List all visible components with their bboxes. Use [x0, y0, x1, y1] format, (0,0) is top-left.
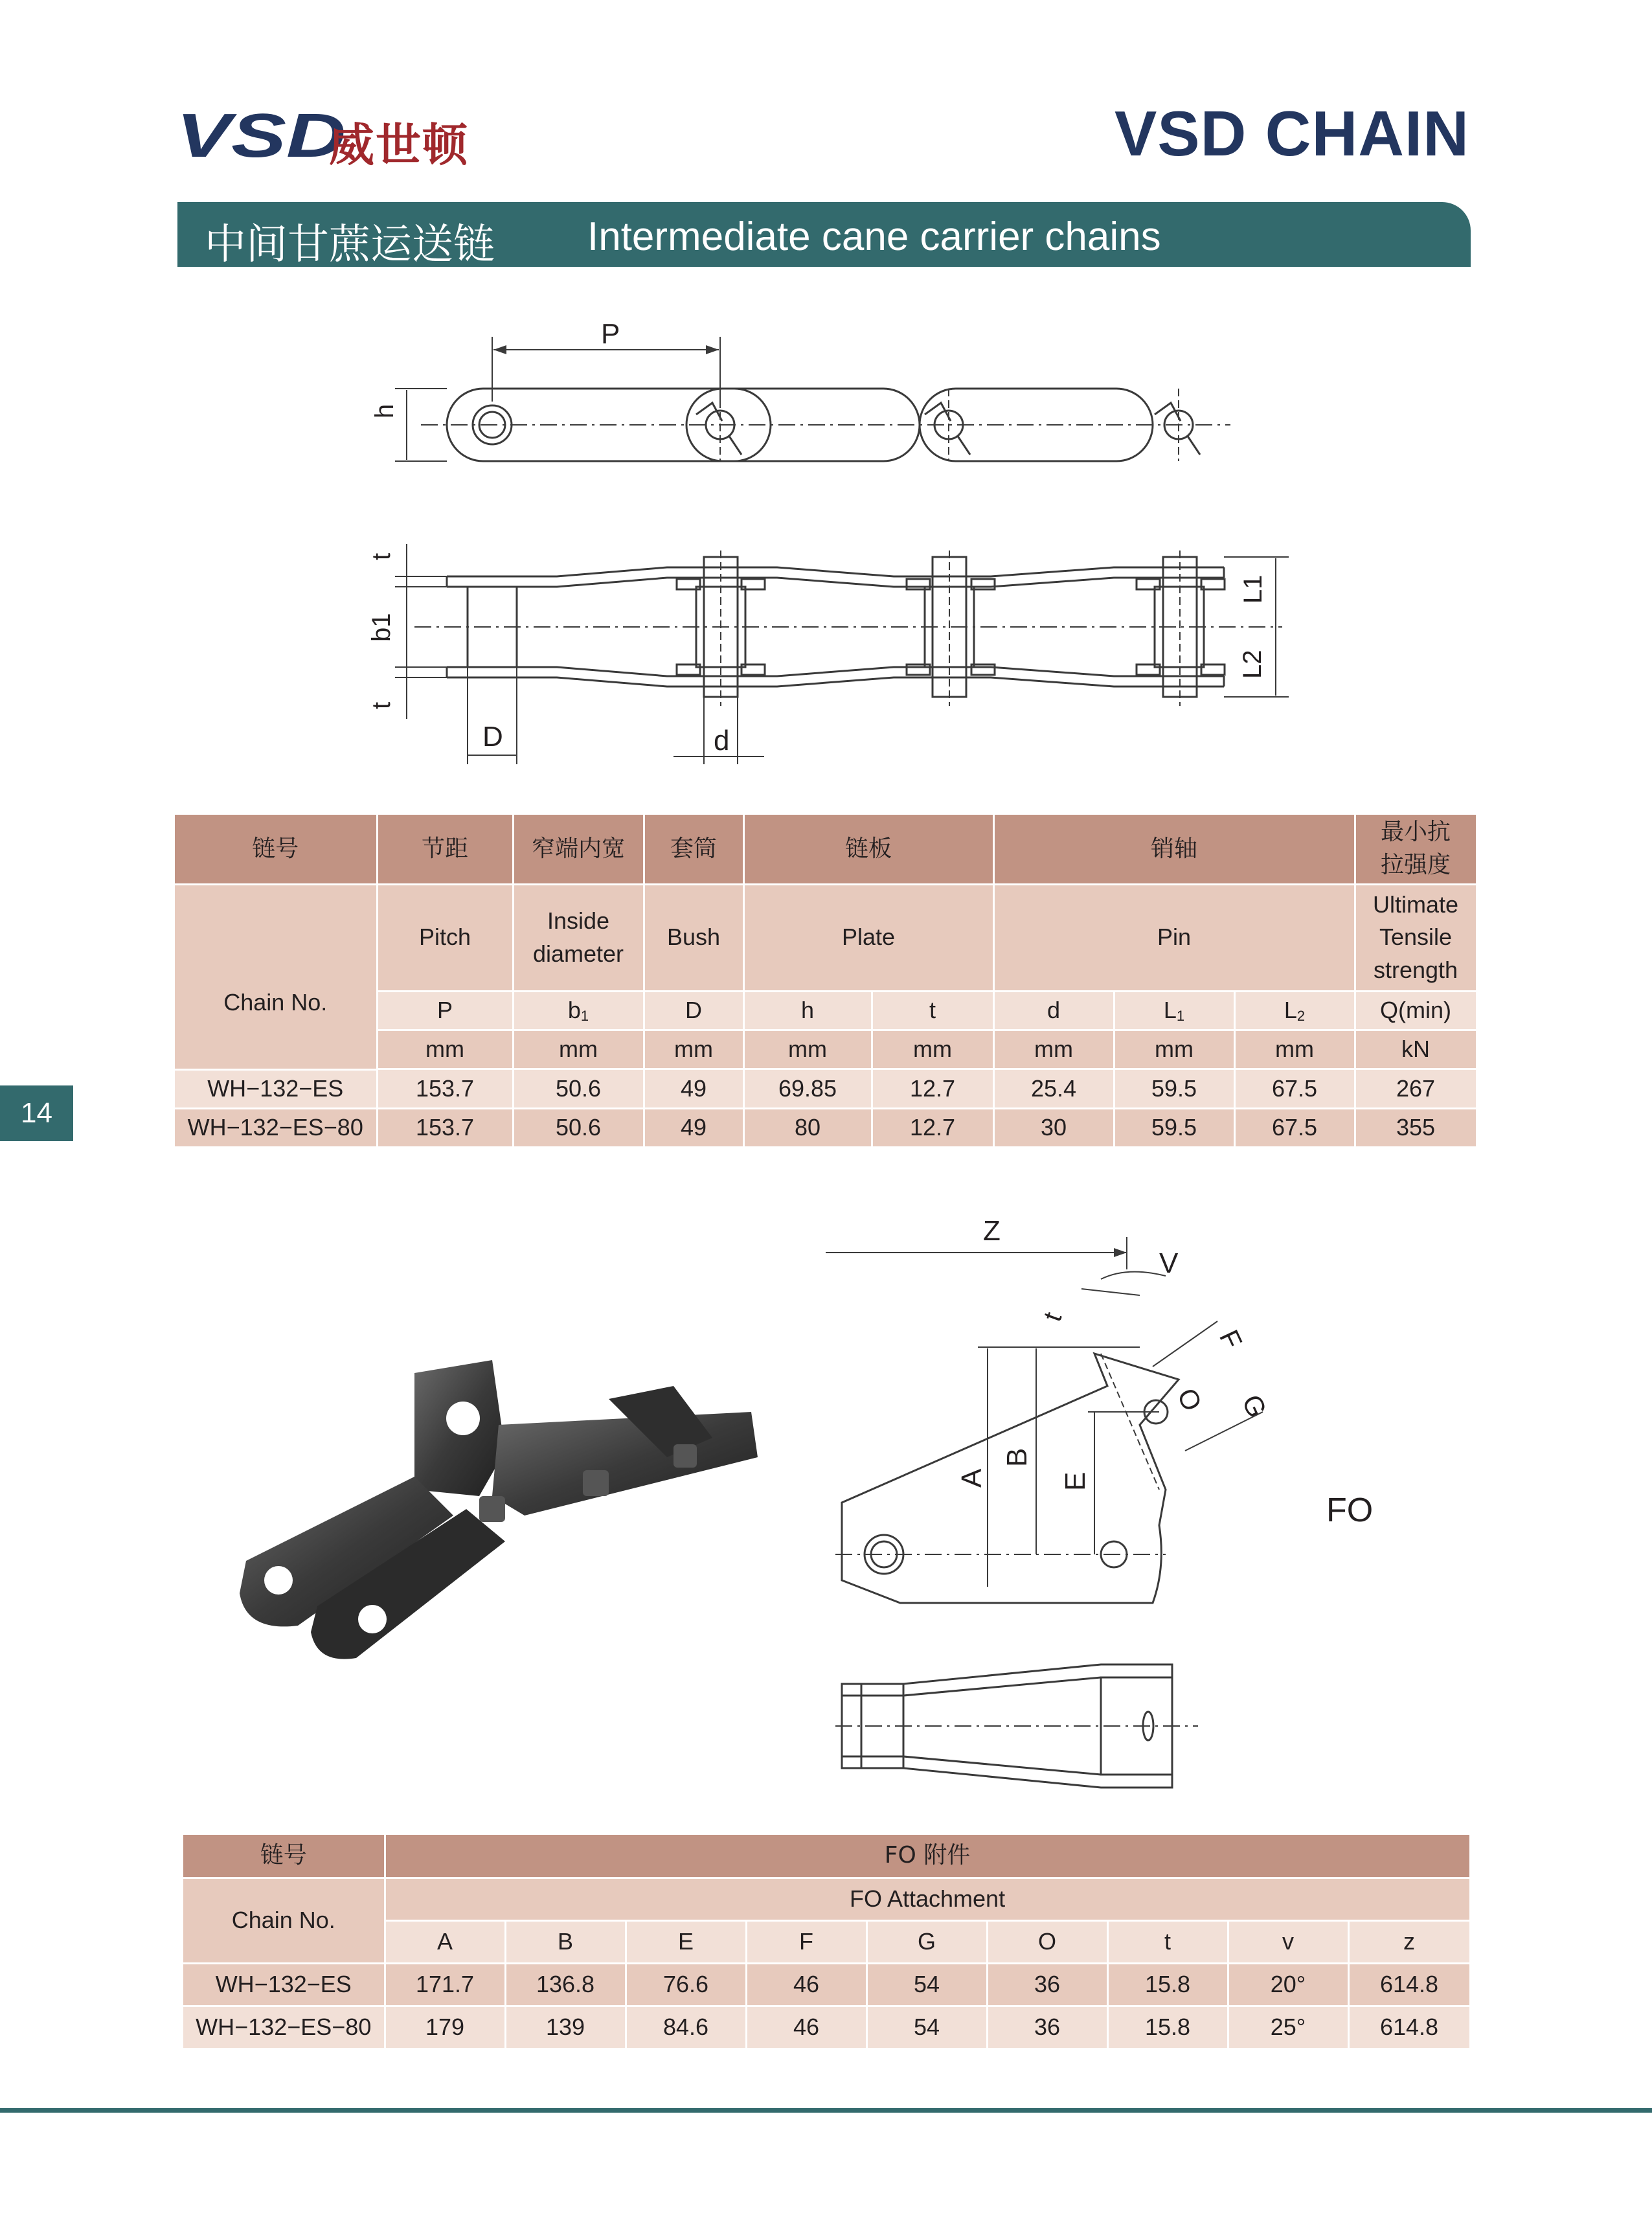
- unit-cell: mm: [377, 1030, 513, 1069]
- logo-latin-text: VSD: [176, 109, 346, 163]
- cell: 59.5: [1114, 1070, 1234, 1109]
- cell: 171.7: [385, 1963, 505, 2006]
- cell: 139: [505, 2006, 626, 2049]
- table-row: [175, 1109, 1477, 1148]
- footer-rule: [0, 2108, 1652, 2113]
- fo-attachment-drawing: [816, 1205, 1321, 1820]
- cell: 12.7: [872, 1109, 993, 1148]
- dim-f-label: F: [1214, 1325, 1249, 1354]
- cell: 179: [385, 2006, 505, 2049]
- th-pitch-cn: 节距: [377, 815, 513, 884]
- section-title-cn: 中间甘蔗运送链: [205, 221, 495, 269]
- col-g: G: [866, 1920, 987, 1963]
- cell: 69.85: [743, 1070, 872, 1109]
- table-row: [183, 2006, 1470, 2049]
- th-pin-cn: 销轴: [993, 815, 1355, 884]
- sym-t: t: [872, 991, 993, 1030]
- unit-cell: mm: [872, 1030, 993, 1069]
- th-inside-en: [513, 884, 644, 991]
- th-bush-cn: 套筒: [644, 815, 743, 884]
- chain-spec-table: [175, 815, 1478, 1148]
- section-title-en: Intermediate cane carrier chains: [587, 214, 1161, 259]
- th-strength-en-text: Ultimate Tensile strength: [1373, 891, 1459, 983]
- cell: 54: [866, 1963, 987, 2006]
- dim-g-label: G: [1236, 1390, 1273, 1422]
- dim-b1-label: b1: [367, 613, 396, 642]
- table-row: [175, 1070, 1477, 1109]
- sym-l1: $L_1$: [1114, 991, 1234, 1030]
- cell: 153.7: [377, 1070, 513, 1109]
- th-chain-no-en: Chain No.: [175, 884, 377, 1070]
- dim-t-top-label: t: [367, 552, 396, 560]
- chain-attachment-photo: [220, 1347, 777, 1671]
- col-v: v: [1228, 1920, 1348, 1963]
- th-inside-en-text: Inside diameter: [532, 907, 624, 967]
- cell: 614.8: [1348, 1963, 1470, 2006]
- cell: 15.8: [1107, 2006, 1228, 2049]
- cell-chain-no: WH−132−ES: [183, 1963, 385, 2006]
- col-e: E: [626, 1920, 746, 1963]
- unit-cell: mm: [743, 1030, 872, 1069]
- dim-bush-label: D: [482, 721, 503, 753]
- cell: 15.8: [1107, 1963, 1228, 2006]
- sym-b1: $b_1$: [513, 991, 644, 1030]
- logo-chinese-name: 威世顿: [329, 119, 469, 172]
- th-chain-no-cn: 链号: [175, 815, 377, 884]
- fo-attachment-table: [183, 1835, 1471, 2050]
- cell-chain-no: WH−132−ES−80: [183, 2006, 385, 2049]
- cell: 36: [987, 1963, 1107, 2006]
- dim-t-attach-label: t: [1038, 1308, 1068, 1325]
- table-row: [183, 1963, 1470, 2006]
- th2-attachment-cn: FO 附件: [385, 1835, 1470, 1878]
- unit-cell: mm: [644, 1030, 743, 1069]
- th-inside-cn: 窄端内宽: [513, 815, 644, 884]
- cell: 46: [746, 1963, 866, 2006]
- brand-title: VSD CHAIN: [1114, 98, 1469, 169]
- cell-chain-no: WH−132−ES: [175, 1070, 377, 1109]
- dim-t-bottom-label: t: [367, 701, 396, 709]
- th-plate-en: Plate: [743, 884, 993, 991]
- chain-plan-view: [367, 544, 1289, 764]
- cell: 36: [987, 2006, 1107, 2049]
- dim-pin-d-label: d: [714, 725, 730, 756]
- th2-attachment-en: FO Attachment: [385, 1878, 1470, 1920]
- dim-l1-label: L1: [1239, 574, 1267, 604]
- page-number: 14: [0, 1085, 73, 1141]
- cell: 50.6: [513, 1070, 644, 1109]
- cell: 12.7: [872, 1070, 993, 1109]
- th-bush-en: Bush: [644, 884, 743, 991]
- th-pin-en: Pin: [993, 884, 1355, 991]
- col-a: A: [385, 1920, 505, 1963]
- vsd-logo-mark: [176, 109, 350, 163]
- th-strength-cn: [1355, 815, 1477, 884]
- unit-cell: mm: [513, 1030, 644, 1069]
- cell: 614.8: [1348, 2006, 1470, 2049]
- sym-d: d: [993, 991, 1114, 1030]
- section-title-bar: [177, 202, 1471, 267]
- unit-cell: mm: [1234, 1030, 1355, 1069]
- col-b: B: [505, 1920, 626, 1963]
- cell: 355: [1355, 1109, 1477, 1148]
- col-z: z: [1348, 1920, 1470, 1963]
- th2-chain-no-en: Chain No.: [183, 1878, 385, 1963]
- col-f: F: [746, 1920, 866, 1963]
- cell: 136.8: [505, 1963, 626, 2006]
- sym-h: h: [743, 991, 872, 1030]
- chain-side-view: [370, 318, 1230, 461]
- cell: 84.6: [626, 2006, 746, 2049]
- cell: 20°: [1228, 1963, 1348, 2006]
- fo-label: FO: [1326, 1492, 1374, 1529]
- col-o: O: [987, 1920, 1107, 1963]
- dim-e-label: E: [1059, 1471, 1091, 1491]
- cell: 25.4: [993, 1070, 1114, 1109]
- unit-cell: mm: [993, 1030, 1114, 1069]
- dim-a-label: A: [956, 1468, 988, 1488]
- dim-o-label: O: [1171, 1383, 1208, 1416]
- cell: 153.7: [377, 1109, 513, 1148]
- cell: 46: [746, 2006, 866, 2049]
- th-pitch-en: Pitch: [377, 884, 513, 991]
- cell: 59.5: [1114, 1109, 1234, 1148]
- cell: 25°: [1228, 2006, 1348, 2049]
- sym-l2: $L_2$: [1234, 991, 1355, 1030]
- th-plate-cn: 链板: [743, 815, 993, 884]
- cell: 76.6: [626, 1963, 746, 2006]
- cell: 30: [993, 1109, 1114, 1148]
- dim-pitch-label: P: [601, 318, 620, 350]
- th2-chain-no-cn: 链号: [183, 1835, 385, 1878]
- cell: 67.5: [1234, 1070, 1355, 1109]
- dim-z-label: Z: [983, 1215, 1001, 1247]
- sym-pitch: P: [377, 991, 513, 1030]
- dim-l2-label: L2: [1238, 650, 1267, 679]
- unit-cell: mm: [1114, 1030, 1234, 1069]
- th-strength-cn-text: 最小抗拉强度: [1381, 819, 1451, 878]
- dim-v-label: V: [1159, 1247, 1179, 1279]
- dim-height-label: h: [370, 403, 399, 418]
- sym-qmin: Q(min): [1355, 991, 1477, 1030]
- cell: 67.5: [1234, 1109, 1355, 1148]
- unit-cell: kN: [1355, 1030, 1477, 1069]
- col-t: t: [1107, 1920, 1228, 1963]
- dim-b-label: B: [1001, 1448, 1033, 1467]
- th-strength-en: [1355, 884, 1477, 991]
- cell: 49: [644, 1109, 743, 1148]
- cell: 50.6: [513, 1109, 644, 1148]
- cell: 267: [1355, 1070, 1477, 1109]
- cell: 49: [644, 1070, 743, 1109]
- cell: 54: [866, 2006, 987, 2049]
- cell: 80: [743, 1109, 872, 1148]
- chain-drawing: [337, 304, 1308, 784]
- cell-chain-no: WH−132−ES−80: [175, 1109, 377, 1148]
- sym-bush: D: [644, 991, 743, 1030]
